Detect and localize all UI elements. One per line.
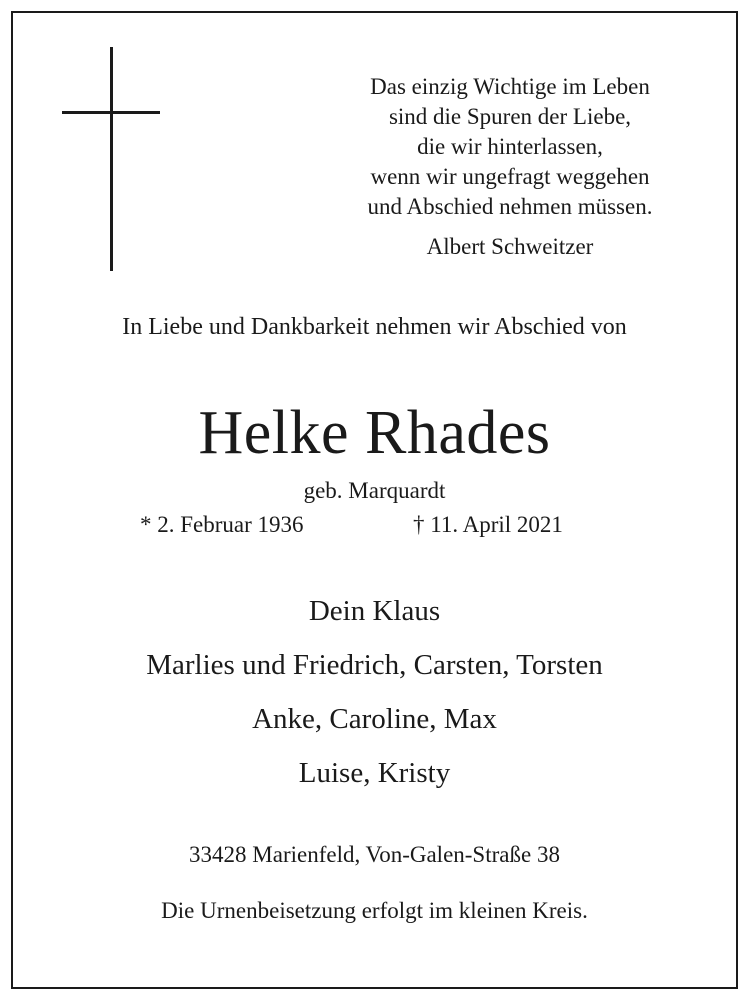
quote-line: und Abschied nehmen müssen. (367, 194, 653, 219)
quote (300, 72, 720, 222)
closing-note: Die Urnenbeisetzung erfolgt im kleinen Kreis. (161, 898, 588, 923)
death-date: † 11. April 2021 (413, 512, 563, 537)
family-line: Anke, Caroline, Max (252, 703, 497, 735)
maiden-name: geb. Marquardt (303, 478, 446, 503)
quote-line: die wir hinterlassen, (417, 134, 603, 159)
quote-line: wenn wir ungefragt weggehen (370, 164, 650, 189)
birth-date: * 2. Februar 1936 (140, 512, 304, 537)
quote-author: Albert Schweitzer (426, 234, 594, 259)
quote-line: sind die Spuren der Liebe, (388, 104, 632, 129)
family-line: Marlies und Friedrich, Carsten, Torsten (146, 649, 603, 681)
family-line: Dein Klaus (308, 595, 441, 627)
family-line: Luise, Kristy (298, 757, 451, 789)
cross-horizontal-beam (62, 111, 160, 114)
quote-line: Das einzig Wichtige im Leben (370, 74, 650, 99)
intro-text: In Liebe und Dankbarkeit nehmen wir Abschied von (122, 314, 627, 340)
deceased-name: Helke Rhades (198, 399, 551, 467)
cross-vertical-beam (110, 47, 113, 271)
address: 33428 Marienfeld, Von-Galen-Straße 38 (189, 842, 560, 867)
